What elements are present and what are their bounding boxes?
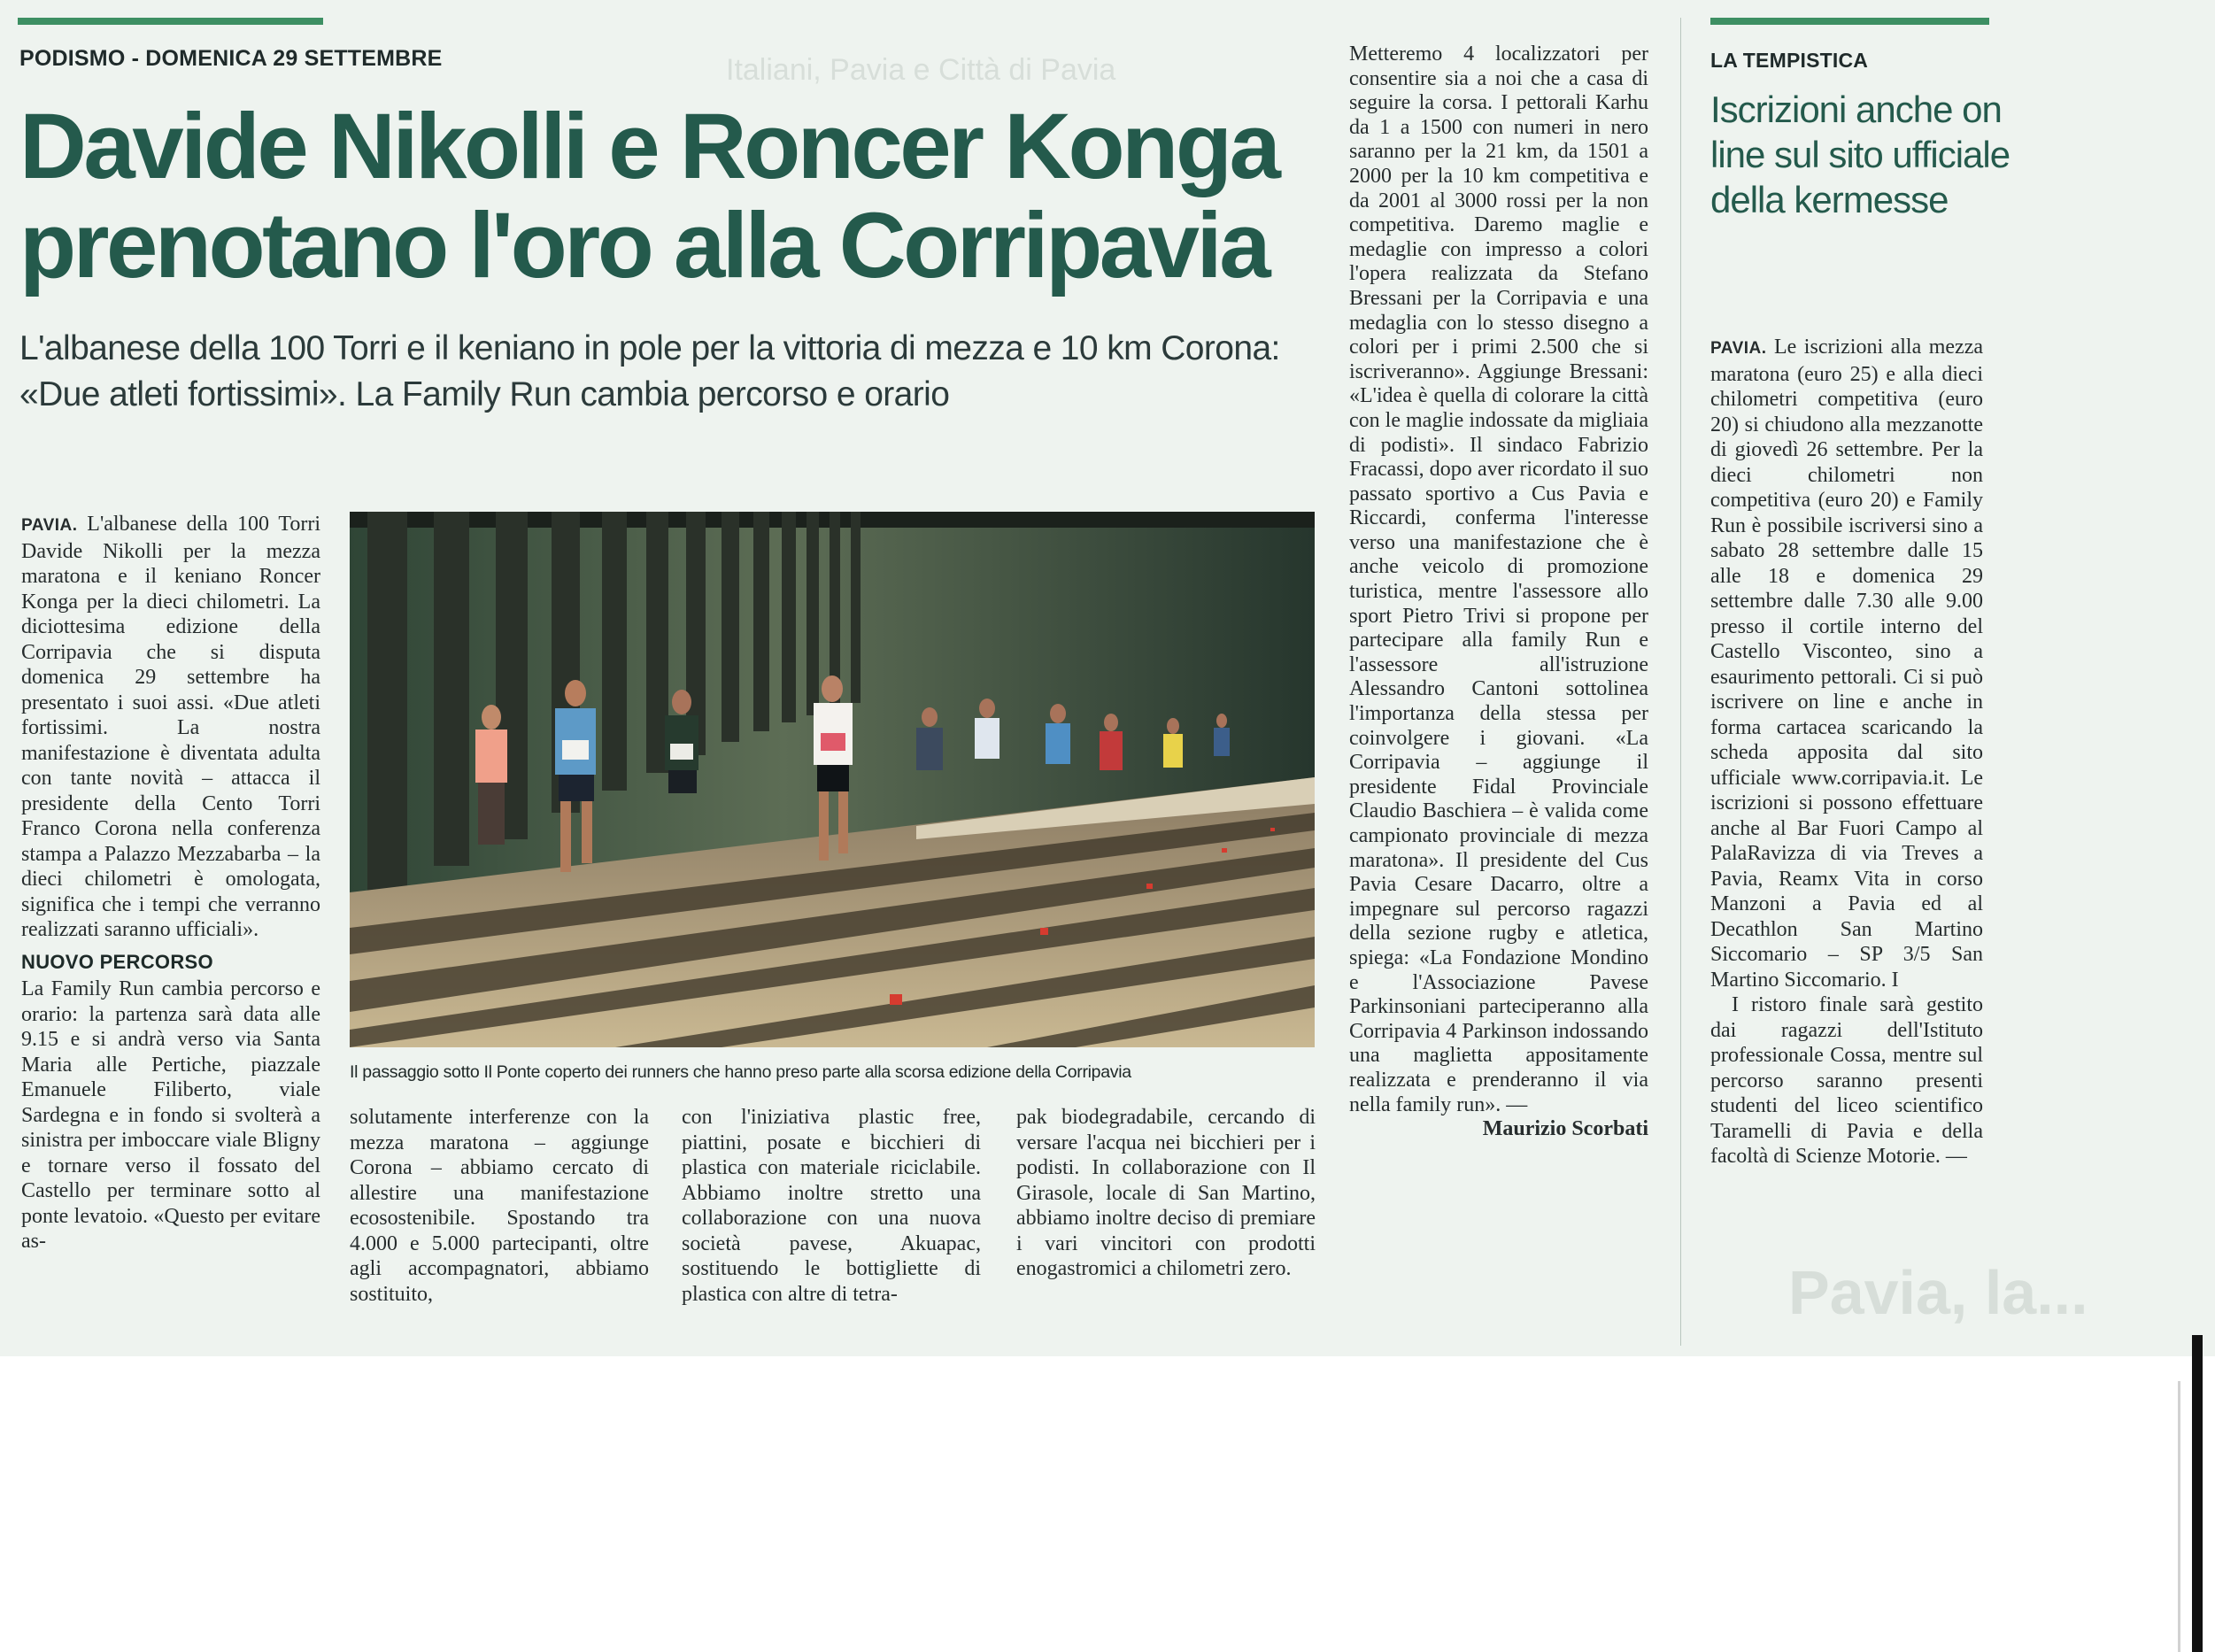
- article-paragraph: La Family Run cambia percorso e orario: la partenza sarà data alle 9.15 e si andrà verso via Santa Maria alle Pertiche, piazzale Emanuele Filiberto, viale Sardegna e in fondo si svolterà a sinistra per imboccare viale Bligny e tornare verso il fossato del Castello per terminare sotto al ponte levatoio. «Questo per evitare as-: [21, 977, 320, 1253]
- sidebar-paragraph: Le iscrizioni alla mezza maratona (euro 25) e alla dieci chilometri competitiva (euro 20) si chiudono alla mezzanotte di giovedì 26 settembre. Per la dieci chilometri non competitiva (euro 20) e Family Run è possibile iscriversi sino a sabato 28 settembre dalle 15 alle 18 e domenica 29 settembre dalle 7.30 alle 9.00 presso il cortile interno del Castello Visconteo, sino a esaurimento pettorali. Ci si può iscrivere on line e anche in forma cartacea scaricando la scheda apposita dal sito ufficiale www.corripavia.it. Le iscrizioni si possono effettuare anche al Bar Fuori Campo al PalaRavizza di via Treves a Pavia, Reamx Vita in corso Manzoni a Pavia ed al Decathlon San Martino Siccomario – SP 3/5 San Martino Siccomario. I: [1710, 336, 1983, 992]
- section-kicker: PODISMO - DOMENICA 29 SETTEMBRE: [19, 46, 443, 71]
- article-column-1: [21, 512, 320, 1254]
- sidebar-paragraph: I ristoro finale sarà gestito dai ragazzi dell'Istituto professionale Cossa, mentre sul percorso saranno presenti studenti del liceo scientifico Taramelli di Pavia e della facoltà di Scienze Motorie. —: [1710, 993, 1983, 1168]
- sidebar-dateline: PAVIA.: [1710, 339, 1767, 358]
- top-rule-left: [18, 18, 323, 25]
- headline: Davide Nikolli e Roncer Konga prenotano l'oro alla Corripavia: [19, 95, 1278, 297]
- runners-photo-illustration: [350, 512, 1315, 1047]
- top-rule-right: [1710, 18, 1989, 25]
- column-divider: [1680, 18, 1681, 1346]
- photo-caption: Il passaggio sotto Il Ponte coperto dei runners che hanno preso parte alla scorsa edizione della Corripavia: [350, 1062, 1131, 1082]
- article-paragraph: Metteremo 4 localizzatori per consentire sia a noi che a casa di seguire la corsa. I pettorali Karhu da 1 a 1500 con numeri in nero saranno per la 21 km, da 1501 a 2000 per la 10 km competitiva e da 2001 al 3000 rossi per la non competitiva. Daremo maglie e medaglie con impresso a colori l'opera realizzata da Stefano Bressani per la Corripavia e una medaglia con lo stesso disegno a colori per i primi 2.500 che si iscriveranno». Aggiunge Bressani: «L'idea è quella di colorare la città con le maglie indossate da migliaia di podisti». Il sindaco Fabrizio Fracassi, dopo aver ricordato il suo passato sportivo a Cus Pavia e Riccardi, conferma l'interesse verso una manifestazione che è anche veicolo di promozione turistica, mentre l'assessore allo sport Pietro Trivi si propone per partecipare alla family Run e l'assessore all'istruzione Alessandro Cantoni sottolinea l'importanza della stessa per coinvolgere i giovani. «La Corripavia – aggiunge il presidente Fidal Provinciale Claudio Baschiera – è valida come campionato provinciale di mezza maratona». Il presidente del Cus Pavia Cesare Dacarro, oltre a impegnare sul percorso ragazzi della sezione rugby e atletica, spiega: «La Fondazione Mondino e l'Associazione Pavese Parkinsoniani parteciperanno alla Corripavia 4 Parkinson indossando una maglietta appositamente realizzata e prenderanno il via nella family run». —: [1349, 42, 1648, 1116]
- sidebar-text: [1710, 335, 1983, 1170]
- article-column-4: pak biodegradabile, cercando di versare l'acqua nei bicchieri per i podisti. In collaborazione con Il Girasole, locale di San Martino, abbiamo inoltre deciso di premiare i vari vincitori con prodotti enogastromici a chilometri zero.: [1016, 1106, 1316, 1280]
- bleed-through-text-right: Pavia, la...: [1788, 1258, 2088, 1327]
- article-column-2: solutamente interferenze con la mezza maratona – aggiunge Corona – abbiamo cercato di allestire una manifestazione ecosostenibile. Spostando tra 4.000 e 5.000 partecipanti, oltre agli accompagnatori, abbiamo sostituito,: [350, 1106, 649, 1306]
- sidebar-title: Iscrizioni anche on line sul sito ufficiale della kermesse: [1710, 89, 2010, 220]
- section-heading: NUOVO PERCORSO: [21, 950, 213, 973]
- scan-edge-shadow: [2192, 1335, 2203, 1652]
- scan-margin: [0, 1356, 2215, 1652]
- article-paragraph: L'albanese della 100 Torri Davide Nikolli per la mezza maratona e il keniano Roncer Konga per la dieci chilometri. La diciottesima edizione della Corripavia che si disputa domenica 29 settembre ha presentato i suoi assi. «Due atleti fortissimi. La nostra manifestazione è diventata adulta con tante novità – attacca il presidente della Cento Torri Franco Corona nella conferenza stampa a Palazzo Mezzabarba – la dieci chilometri è omologata, significa che i tempi che verranno realizzati saranno ufficiali».: [21, 513, 321, 941]
- article-column-3: con l'iniziativa plastic free, piattini, posate e bicchieri di plastica con materiale riciclabile. Abbiamo inoltre stretto una collaborazione con una nuova società pavese, Akuapac, sostituendo le bottigliette di plastica con altre di tetra-: [682, 1106, 981, 1306]
- dateline: PAVIA.: [21, 516, 78, 535]
- runners-photo: [350, 512, 1315, 1047]
- article-column-5: [1349, 42, 1648, 1142]
- bleed-through-text: Italiani, Pavia e Città di Pavia: [726, 53, 1116, 87]
- subheadline: L'albanese della 100 Torri e il keniano in pole per la vittoria di mezza e 10 km Corona: «Due atleti fortissimi». La Family Run cambia percorso e orario: [19, 329, 1280, 413]
- byline: Maurizio Scorbati: [1482, 1117, 1648, 1141]
- scan-edge-line: [2178, 1381, 2180, 1652]
- sidebar-kicker: LA TEMPISTICA: [1710, 49, 1869, 72]
